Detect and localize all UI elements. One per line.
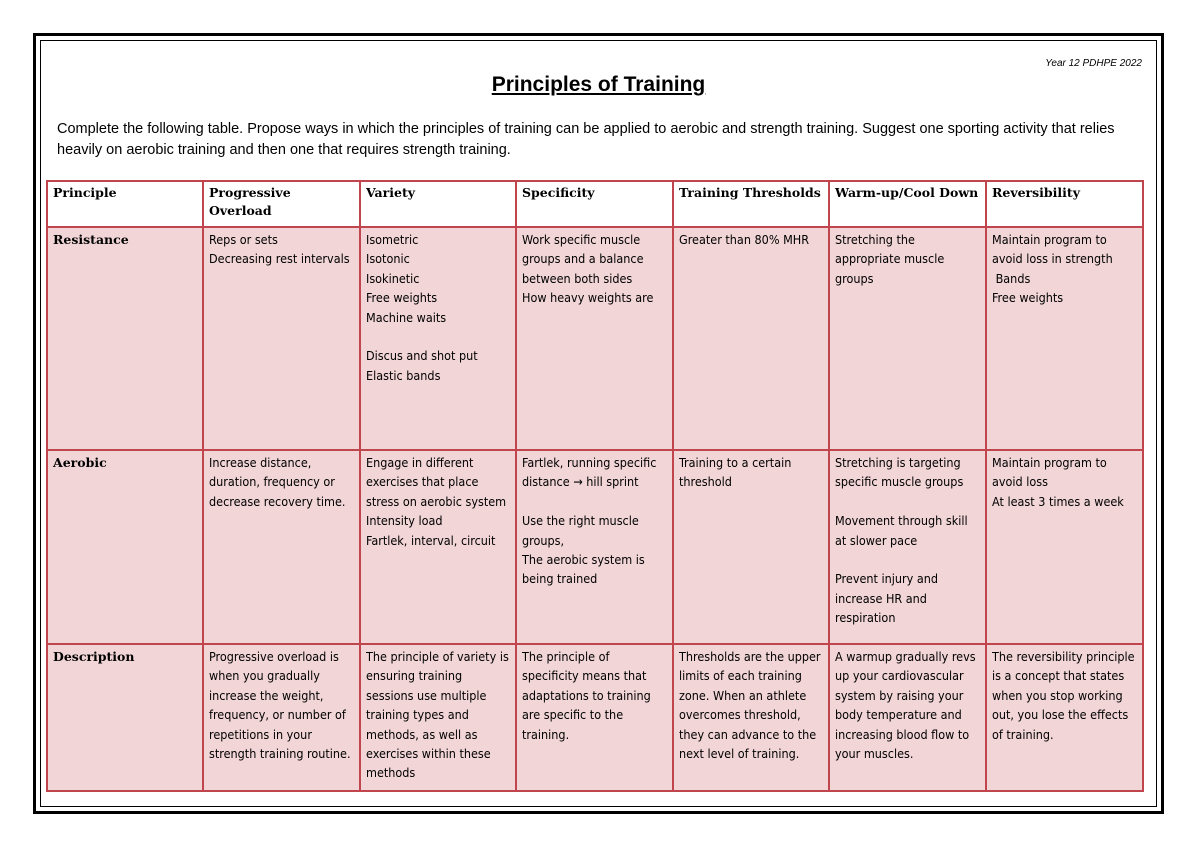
col-header-warm-up-cool-down: Warm-up/Cool Down	[829, 181, 986, 227]
cell-line: Isometric	[366, 232, 419, 247]
cell-line	[366, 327, 510, 346]
cell-line: Intensity load	[366, 513, 443, 529]
table-cell	[516, 227, 673, 450]
col-header-progressive-overload: Progressive Overload	[203, 181, 360, 227]
table-row-aerobic	[47, 450, 1143, 644]
table-cell	[986, 227, 1143, 450]
table-cell	[360, 450, 516, 644]
cell-line: At least 3 times a week	[992, 493, 1124, 509]
cell-line: Use the right muscle groups,	[522, 513, 643, 548]
cell-line	[522, 492, 667, 511]
cell-line: Fartlek, interval, circuit	[366, 532, 496, 548]
table-cell	[203, 450, 360, 644]
cell-line: Maintain program to avoid loss	[992, 455, 1111, 490]
table-cell	[360, 227, 516, 450]
col-header-variety: Variety	[360, 181, 516, 227]
page-title: Principles of Training	[491, 73, 706, 96]
cell-line: Stretching the appropriate muscle groups	[835, 232, 948, 286]
table-cell	[516, 450, 673, 644]
col-header-principle: Principle	[47, 181, 203, 227]
table-row-resistance	[47, 227, 1143, 450]
cell-line: Greater than 80% MHR	[679, 232, 810, 247]
cell-line: Free weights	[992, 290, 1064, 306]
cell-line: Thresholds are the upper limits of each training zone. When an athlete overcomes threshold, they can advance to the next level of training.	[679, 649, 825, 762]
cell-line: Increase distance, duration, frequency or decrease recovery time.	[209, 455, 346, 509]
cell-line: A warmup gradually revs up your cardiovascular system by raising your body temperature and increasing blood flow to your muscles.	[835, 649, 980, 762]
cell-line	[835, 492, 980, 511]
cell-line: Engage in different exercises that place stress on aerobic system	[366, 455, 507, 509]
cell-line: Elastic bands	[366, 367, 441, 383]
table-header-row	[47, 181, 1143, 227]
cell-line: Work specific muscle groups and a balance between both sides	[522, 232, 648, 286]
col-header-reversibility: Reversibility	[986, 181, 1143, 227]
cell-line: Isotonic	[366, 251, 410, 267]
cell-line: Training to a certain threshold	[679, 455, 795, 490]
table-row-description	[47, 644, 1143, 791]
table-cell	[360, 644, 516, 791]
table-cell	[986, 450, 1143, 644]
cell-line: Reps or sets	[209, 232, 278, 247]
cell-line: Isokinetic	[366, 270, 420, 286]
table-cell	[203, 644, 360, 791]
cell-line: Prevent injury and increase HR and respiration	[835, 571, 942, 626]
table-cell	[516, 644, 673, 791]
col-header-training-thresholds: Training Thresholds	[673, 181, 829, 227]
table-cell	[673, 644, 829, 791]
cell-line: Decreasing rest intervals	[209, 251, 350, 267]
table-cell	[829, 450, 986, 644]
cell-line: Free weights	[366, 290, 438, 306]
cell-line: Maintain program to avoid loss in strength	[992, 232, 1113, 267]
cell-line: The reversibility principle is a concept that states when you stop working out, you lose the effects of training.	[992, 649, 1139, 742]
row-label-aerobic: Aerobic	[47, 450, 203, 644]
cell-line: Fartlek, running specific distance → hill sprint	[522, 455, 660, 490]
cell-line: Machine waits	[366, 309, 447, 325]
table-cell	[673, 450, 829, 644]
cell-line: Discus and shot put	[366, 348, 478, 364]
cell-line	[835, 550, 980, 569]
table-cell	[829, 644, 986, 791]
year-note: Year 12 PDHPE 2022	[1045, 58, 1142, 69]
page-frame	[33, 33, 1164, 814]
cell-line: The aerobic system is being trained	[522, 552, 649, 587]
row-label-resistance: Resistance	[47, 227, 203, 450]
col-header-specificity: Specificity	[516, 181, 673, 227]
table-cell	[673, 227, 829, 450]
table-cell	[203, 227, 360, 450]
cell-line: Stretching is targeting specific muscle groups	[835, 455, 965, 490]
table-cell	[986, 644, 1143, 791]
instructions-text: Complete the following table. Propose ways in which the principles of training can be applied to aerobic and strength training. Suggest one sporting activity that relies heavily on aerobic training and then one that requires strength training.	[57, 121, 1115, 158]
page-frame-inner	[40, 40, 1157, 807]
cell-line: Progressive overload is when you gradually increase the weight, frequency, or number of repetitions in your strength training routine.	[209, 649, 351, 762]
cell-line: Bands	[992, 270, 1031, 286]
cell-line: The principle of specificity means that adaptations to training are specific to the training.	[522, 649, 655, 742]
row-label-description: Description	[47, 644, 203, 791]
cell-line: The principle of variety is ensuring training sessions use multiple training types and methods, as well as exercises within these methods	[366, 649, 513, 781]
principles-table	[46, 180, 1144, 792]
table-cell	[829, 227, 986, 450]
cell-line: Movement through skill at slower pace	[835, 513, 972, 548]
cell-line: How heavy weights are	[522, 290, 654, 306]
